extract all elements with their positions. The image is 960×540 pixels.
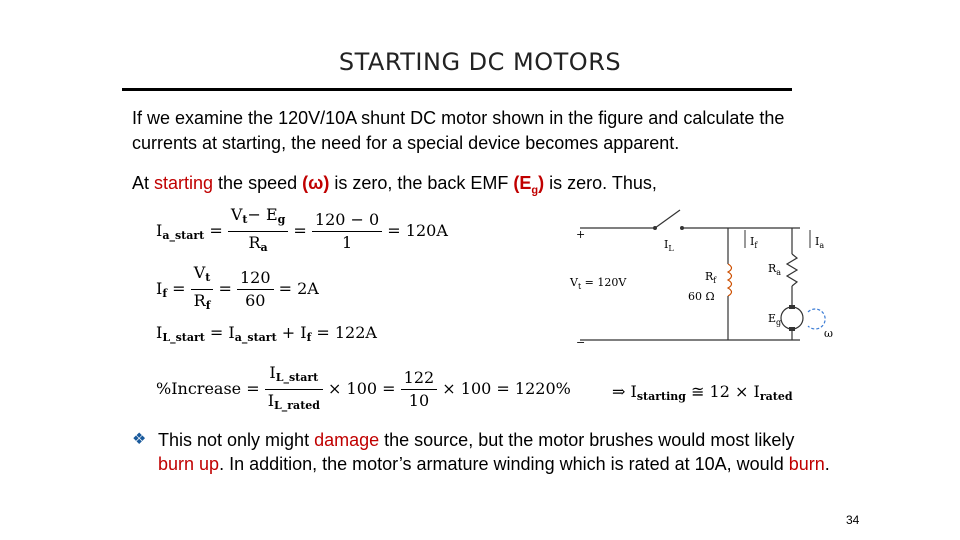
starting-condition-line [132, 171, 852, 204]
eq-symbol: %Increase = [156, 379, 265, 398]
eq-result: = 122A [311, 323, 377, 342]
highlight-burn: burn [788, 454, 825, 474]
fraction [401, 368, 438, 411]
eq-denominator: 1 [341, 233, 353, 252]
eq-symbol: ≅ 12 × I [685, 382, 760, 401]
terminal-plus: + [576, 228, 586, 241]
eq-numerator: 122 [401, 368, 438, 390]
eq-symbol: I [625, 382, 637, 401]
eq-sub: starting [636, 390, 686, 403]
fraction [228, 205, 289, 258]
eq-sign: = [288, 221, 312, 240]
intro-paragraph: If we examine the 120V/10A shunt DC motor shown in the figure and calculate the currents at starting, the need for a special device becomes apparent. [132, 108, 785, 153]
fraction [237, 268, 274, 311]
title-underline [122, 88, 792, 91]
brush-bottom [789, 327, 795, 331]
eq-sub: L_rated [274, 399, 320, 412]
eq-result: = 2A [273, 279, 319, 298]
fraction [191, 263, 214, 316]
text: the source, but the motor brushes would most likely [379, 430, 795, 450]
starting-current-ratio [612, 382, 793, 403]
label-vt: $V_t = 120V$ [570, 276, 627, 291]
eq-symbol: − E [247, 205, 278, 224]
eg-open: (E [513, 173, 532, 193]
eq-sub: f [306, 331, 312, 344]
eq-numerator: 120 [237, 268, 274, 290]
label-rf-value: 60 Ω [688, 290, 715, 303]
page-number: 34 [846, 513, 860, 527]
eq-numerator: 120 − 0 [312, 210, 382, 232]
brush-top [789, 305, 795, 309]
highlight-burn-up: burn up [158, 454, 220, 474]
armature-resistor-icon [787, 254, 797, 286]
field-coil-icon [728, 264, 732, 296]
eq-symbol: V [230, 205, 243, 224]
terminal-minus: − [576, 336, 586, 349]
eq-sub: f [205, 299, 211, 312]
eg-close: ) [538, 173, 545, 193]
label-ia: $I_a$ [815, 235, 825, 250]
label-if: $I_f$ [750, 235, 758, 250]
label-rf: $R_f$ [705, 270, 717, 285]
fraction [265, 363, 323, 416]
eq-sub: rated [759, 390, 793, 403]
text: At [132, 173, 155, 193]
eq-sign: × 100 = [322, 379, 401, 398]
highlight-eg [513, 173, 545, 197]
text: . [824, 454, 830, 474]
eq-symbol: V [193, 263, 206, 282]
shunt-motor-circuit-diagram [560, 200, 850, 360]
eq-symbol: I [156, 279, 163, 298]
eq-sub: a_start [234, 331, 277, 344]
label-il: $I_L$ [664, 238, 674, 253]
highlight-damage: damage [314, 430, 380, 450]
eg-sub: g [531, 184, 539, 197]
text: . In addition, the motor’s armature winding which is rated at 10A, would [219, 454, 789, 474]
eq-sub: L_start [275, 371, 319, 384]
eq-sub: L_start [162, 331, 205, 344]
label-eg: $E_g$ [768, 312, 782, 327]
rotation-arrow-icon [808, 309, 825, 329]
eq-denominator: 60 [245, 291, 266, 310]
eq-sub: t [205, 271, 211, 284]
text: is zero, the back EMF [329, 173, 514, 193]
armature-motor-icon [781, 307, 803, 329]
eq-symbol: I [156, 221, 163, 240]
diamond-bullet-icon: ❖ [132, 431, 147, 448]
eq-symbol: I [156, 323, 163, 342]
highlight-omega: (ω) [302, 173, 330, 193]
bullet-point [132, 428, 832, 476]
label-omega: ω [824, 327, 833, 340]
switch-contact [680, 226, 684, 230]
bullet-text [158, 428, 832, 476]
eq-result: = 120A [382, 221, 448, 240]
equation-armature-start-current [156, 205, 448, 258]
eq-symbol: = I [204, 323, 235, 342]
switch-blade [655, 210, 680, 228]
eq-sign: = [213, 279, 237, 298]
eq-symbol: R [193, 291, 206, 310]
text: the speed [213, 173, 303, 193]
equation-line-start-current [156, 323, 377, 344]
switch-contact [653, 226, 657, 230]
eq-sub: a [260, 241, 268, 254]
implies-arrow-icon: ⇒ [612, 382, 626, 401]
highlight-starting: starting [154, 173, 214, 193]
eq-symbol: R [248, 233, 261, 252]
eq-denominator: 10 [408, 391, 430, 410]
page-title: STARTING DC MOTORS [338, 48, 622, 76]
label-ra: $R_a$ [768, 262, 782, 277]
eq-sub: f [162, 287, 168, 300]
equation-field-current [156, 263, 319, 316]
text: This not only might [158, 430, 315, 450]
eq-symbol: I [269, 363, 276, 382]
eq-sign: = [204, 221, 228, 240]
eq-symbol: + I [276, 323, 307, 342]
fraction [312, 210, 382, 253]
equation-percent-increase [156, 363, 571, 416]
eq-result: × 100 = 1220% [437, 379, 571, 398]
text: is zero. Thus, [544, 173, 657, 193]
eq-sign: = [167, 279, 191, 298]
eq-sub: a_start [162, 229, 205, 242]
eq-sub: t [242, 213, 248, 226]
eq-symbol: I [267, 391, 275, 410]
eq-sub: g [277, 213, 286, 226]
